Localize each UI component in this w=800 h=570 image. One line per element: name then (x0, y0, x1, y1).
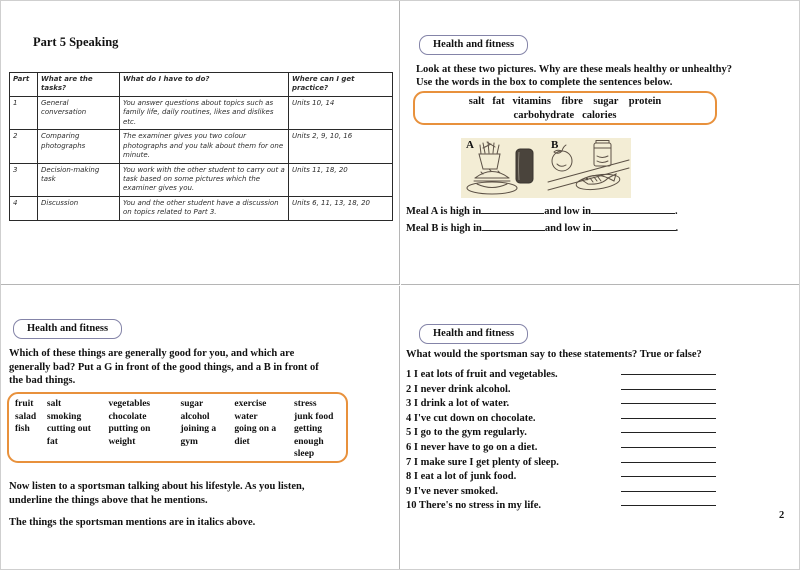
word-item: cutting out fat (46, 424, 91, 447)
listening-instructions (9, 480, 305, 507)
table-row (10, 196, 393, 220)
instructions (416, 63, 732, 89)
cell-part: 2 (10, 130, 38, 163)
statement-text: 4 I've cut down on chocolate. (406, 412, 536, 424)
word-item: exercise (234, 399, 267, 409)
word-item: joining a gym (180, 424, 217, 447)
picture-label-a: A (466, 139, 474, 151)
word-column (234, 398, 287, 457)
statement-row (406, 408, 736, 423)
word-item: smoking (46, 411, 82, 422)
sentence-mid: and low in (544, 206, 591, 217)
statement-text: 6 I never have to go on a diet. (406, 441, 538, 453)
word-column (15, 398, 40, 457)
question-text: What would the sportsman say to these statements? True or false? (406, 349, 702, 360)
word-column (294, 398, 340, 457)
answer-note: The things the sportsman mentions are in italics above. (9, 517, 256, 528)
instruction-line: generally bad? Put a G in front of the good things, and a B in front of (9, 361, 319, 373)
word-bank-line: salt fat vitamins fibre sugar protein (468, 96, 662, 107)
gap-fill-sentences (406, 203, 678, 236)
blank-line (621, 374, 716, 375)
cell-task: General conversation (38, 96, 120, 129)
sentence-end: . (674, 206, 678, 217)
word-item: water (234, 411, 258, 422)
word-item: going on a diet (234, 424, 277, 447)
table-row (10, 130, 393, 163)
instruction-line: the bad things. (9, 375, 76, 386)
word-item: salad (15, 411, 37, 422)
word-item: chocolate (108, 411, 147, 422)
slide-title: Part 5 Speaking (33, 35, 119, 49)
statement-row (406, 379, 736, 394)
statement-row (406, 495, 736, 510)
statement-text: 10 There's no stress in my life. (406, 500, 542, 512)
slide-part5-speaking (1, 1, 400, 285)
statement-list (406, 364, 736, 510)
blank-line (591, 203, 675, 214)
instructions (9, 347, 319, 388)
statement-row (406, 481, 736, 496)
word-column (47, 398, 102, 457)
cell-description: You answer questions about topics such as family life, daily routines, likes and dislikes etc. (120, 96, 289, 129)
cell-description: You and the other student have a discussion on topics related to Part 3. (120, 196, 289, 220)
statement-row (406, 422, 736, 437)
cell-task: Decision-making task (38, 163, 120, 196)
cell-description: The examiner gives you two colour photographs and you talk about them for one minute. (120, 130, 289, 163)
blank-line (621, 491, 716, 492)
instruction-line: Look at these two pictures. Why are these meals healthy or unhealthy? (416, 64, 732, 75)
instruction-line: Now listen to a sportsman talking about his lifestyle. As you listen, (9, 481, 305, 492)
blank-line (621, 418, 716, 419)
blank-line (592, 220, 676, 231)
word-item: fruit (15, 399, 34, 409)
blank-line (621, 403, 716, 404)
word-item: alcohol (180, 411, 210, 422)
statement-text: 1 I eat lots of fruit and vegetables. (406, 369, 558, 380)
cell-description: You work with the other student to carry out a task based on some pictures which the examiner gives you. (120, 163, 289, 196)
table-header-row (10, 73, 393, 97)
statement-row (406, 437, 736, 452)
word-item: stress (294, 399, 317, 409)
cell-units: Units 10, 14 (289, 96, 393, 129)
sentence-start: Meal B is high in (406, 222, 482, 234)
blank-line (621, 462, 716, 463)
statement-row (406, 364, 736, 379)
topic-badge: Health and fitness (419, 35, 528, 55)
word-bank-box (413, 91, 717, 125)
statement-row (406, 466, 736, 481)
statement-row (406, 452, 736, 467)
blank-line (621, 389, 716, 390)
blank-line (482, 220, 545, 231)
blank-line (621, 447, 716, 448)
meal-sentence (406, 203, 678, 220)
col-header-part: Part (10, 73, 38, 97)
col-header-do: What do I have to do? (120, 73, 289, 97)
sentence-mid: and low in (544, 222, 592, 234)
col-header-tasks: What are the tasks? (38, 73, 120, 97)
statement-text: 2 I never drink alcohol. (406, 383, 511, 395)
slide-meals (401, 1, 799, 285)
cell-units: Units 6, 11, 13, 18, 20 (289, 196, 393, 220)
topic-badge: Health and fitness (13, 319, 122, 339)
blank-line (621, 432, 716, 433)
blank-line (481, 203, 544, 214)
table-row (10, 163, 393, 196)
meal-sentence (406, 220, 678, 237)
statement-row (406, 393, 736, 408)
cell-task: Discussion (38, 196, 120, 220)
word-column (108, 398, 173, 457)
word-bank-box (7, 392, 348, 463)
col-header-practice: Where can I get practice? (289, 73, 393, 97)
picture-label-b: B (551, 139, 559, 151)
instruction-line: Which of these things are generally good for you, and which are (9, 348, 295, 359)
slide-good-bad (1, 286, 400, 569)
word-item: getting enough sleep (294, 424, 324, 459)
word-item: vegetables (108, 399, 151, 409)
cell-part: 3 (10, 163, 38, 196)
speaking-tasks-table (9, 72, 393, 221)
word-item: sugar (180, 399, 204, 409)
topic-badge: Health and fitness (419, 324, 528, 344)
sentence-start: Meal A is high in (406, 206, 482, 217)
statement-text: 3 I drink a lot of water. (406, 398, 510, 410)
slide-true-false (401, 286, 799, 569)
cell-units: Units 11, 18, 20 (289, 163, 393, 196)
blank-line (621, 476, 716, 477)
word-item: putting on weight (108, 424, 151, 447)
sentence-end: . (675, 222, 679, 234)
statement-text: 9 I've never smoked. (406, 485, 498, 497)
word-item: fish (15, 424, 30, 434)
statement-text: 7 I make sure I get plenty of sleep. (406, 456, 559, 468)
word-item: salt (46, 399, 62, 409)
cell-part: 4 (10, 196, 38, 220)
word-column (181, 398, 228, 457)
instruction-line: underline the things above that he mentions. (9, 494, 208, 506)
page-number: 2 (779, 510, 785, 521)
table-row (10, 96, 393, 129)
meal-b-illustration (546, 138, 631, 198)
blank-line (621, 505, 716, 506)
instruction-line: Use the words in the box to complete the sentences below. (416, 77, 673, 88)
word-item: junk food (294, 411, 334, 422)
word-bank-line: carbohydrate calories (513, 110, 617, 121)
meal-pictures (461, 138, 631, 198)
statement-text: 5 I go to the gym regularly. (406, 427, 527, 439)
cell-part: 1 (10, 96, 38, 129)
cell-units: Units 2, 9, 10, 16 (289, 130, 393, 163)
cell-task: Comparing photographs (38, 130, 120, 163)
statement-text: 8 I eat a lot of junk food. (406, 471, 517, 483)
